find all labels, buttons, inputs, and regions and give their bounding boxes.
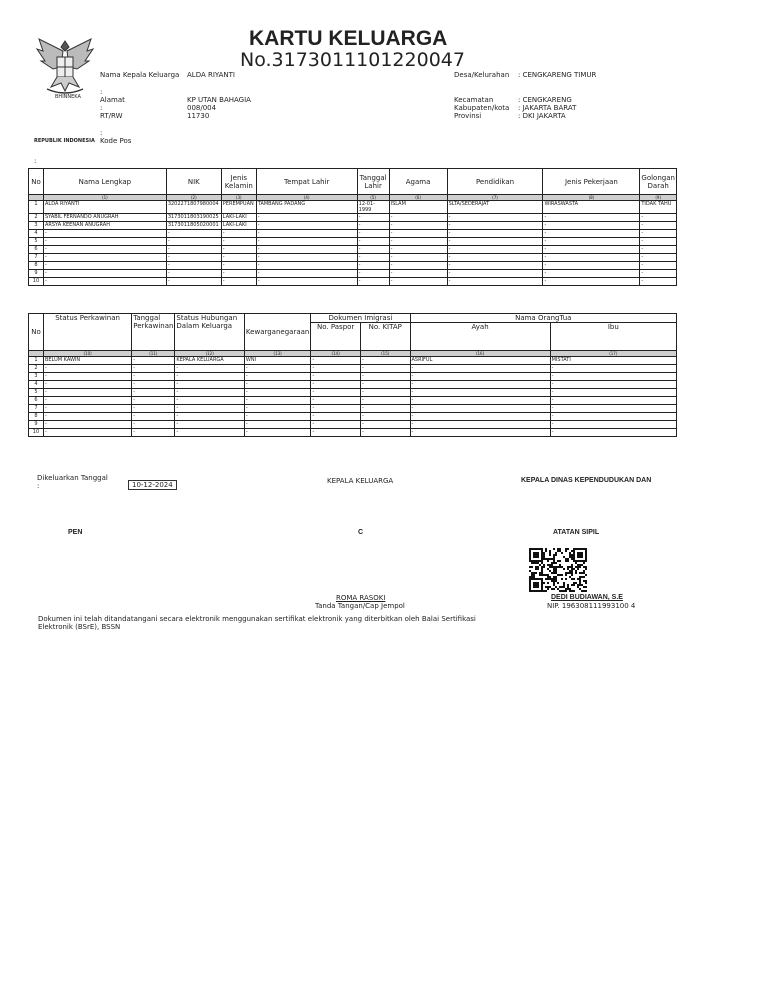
member-cell: -	[640, 270, 677, 278]
member-cell: 10	[29, 278, 44, 286]
status-cell: -	[175, 381, 245, 389]
status-cell: -	[410, 373, 550, 381]
member-cell: -	[640, 214, 677, 222]
colon-3: :	[100, 129, 103, 137]
member-cell: -	[389, 214, 447, 222]
status-cell: -	[244, 373, 310, 381]
member-cell: 2	[29, 214, 44, 222]
status-cell: -	[360, 365, 410, 373]
status-cell: KEPALA KELUARGA	[175, 357, 245, 365]
status-cell: -	[550, 413, 676, 421]
member-row	[29, 254, 677, 262]
status-cell: -	[244, 381, 310, 389]
member-cell: -	[543, 238, 640, 246]
status-row	[29, 357, 677, 365]
member-cell: -	[447, 230, 543, 238]
th-nik: NIK	[166, 169, 221, 195]
status-cell: -	[43, 421, 131, 429]
th2-dokumen-imigrasi: Dokumen Imigrasi	[311, 314, 410, 323]
status-row	[29, 389, 677, 397]
member-cell: -	[543, 214, 640, 222]
member-cell: -	[447, 270, 543, 278]
member-cell: -	[43, 270, 166, 278]
colnum-17: (17)	[550, 351, 676, 357]
member-cell: -	[447, 278, 543, 286]
member-cell: -	[256, 270, 357, 278]
desa-value: : CENGKARENG TIMUR	[518, 71, 597, 79]
status-cell: -	[244, 389, 310, 397]
status-cell: -	[43, 381, 131, 389]
member-row	[29, 278, 677, 286]
alamat-label: Alamat	[100, 96, 125, 104]
colnum-11: (11)	[132, 351, 175, 357]
status-cell: MISTATI	[550, 357, 676, 365]
member-cell: -	[357, 230, 389, 238]
member-cell: -	[640, 238, 677, 246]
member-cell: -	[543, 246, 640, 254]
status-cell: -	[132, 413, 175, 421]
member-row	[29, 230, 677, 238]
member-cell: LAKI-LAKI	[221, 222, 256, 230]
colon-1: :	[100, 88, 103, 96]
c-text: C	[358, 529, 364, 536]
status-cell: -	[175, 429, 245, 437]
status-cell: -	[244, 405, 310, 413]
status-cell: -	[410, 397, 550, 405]
status-cell: -	[360, 413, 410, 421]
member-cell: SYABIL FERNANDO ANUGRAH	[43, 214, 166, 222]
member-cell: -	[447, 222, 543, 230]
member-cell: -	[221, 230, 256, 238]
status-cell: -	[311, 421, 361, 429]
member-cell: 12-01-1999	[357, 201, 389, 214]
member-cell: -	[166, 278, 221, 286]
colnum-12: (12)	[175, 351, 245, 357]
kepala-keluarga-heading: KEPALA KELUARGA	[327, 477, 394, 485]
member-cell: TIDAK TAHU	[640, 201, 677, 214]
member-cell: -	[447, 246, 543, 254]
th2-kitap: No. KITAP	[360, 323, 410, 351]
status-row	[29, 405, 677, 413]
colnum-3: (3)	[221, 195, 256, 201]
status-cell: -	[132, 381, 175, 389]
member-cell: -	[166, 270, 221, 278]
member-cell: -	[256, 246, 357, 254]
member-cell: -	[640, 278, 677, 286]
th2-nama-orangtua: Nama OrangTua	[410, 314, 676, 323]
status-cell: -	[410, 405, 550, 413]
member-cell: -	[166, 254, 221, 262]
kabupaten-label: Kabupaten/kota	[454, 104, 510, 112]
member-cell: -	[543, 270, 640, 278]
signer-right-nip: NIP. 196308111993100 4	[547, 602, 636, 610]
e-signature-note: Dokumen ini telah ditandatangani secara elektronik menggunakan sertifikat elektronik yang diterbitkan oleh Balai Sertifikasi Elektronik (BSrE), BSSN	[38, 615, 476, 631]
colon-4: :	[34, 157, 37, 165]
status-cell: 9	[29, 421, 44, 429]
status-cell: -	[550, 405, 676, 413]
member-cell: -	[221, 238, 256, 246]
status-row	[29, 373, 677, 381]
colnum-5: (5)	[357, 195, 389, 201]
status-cell: -	[43, 373, 131, 381]
rtrw-label: RT/RW	[100, 112, 123, 120]
kk-number: No.3173011101220047	[240, 49, 465, 71]
kecamatan-label: Kecamatan	[454, 96, 494, 104]
kepala-dinas-heading: KEPALA DINAS KEPENDUDUKAN DAN	[521, 477, 652, 484]
status-cell: -	[410, 365, 550, 373]
status-cell: -	[550, 429, 676, 437]
member-cell: -	[43, 230, 166, 238]
member-cell: -	[256, 278, 357, 286]
status-cell: -	[43, 365, 131, 373]
rtrw-value: 008/004	[187, 104, 217, 112]
member-cell: -	[256, 238, 357, 246]
th2-paspor: No. Paspor	[311, 323, 361, 351]
member-cell: -	[166, 238, 221, 246]
status-cell: -	[410, 413, 550, 421]
status-cell: -	[175, 421, 245, 429]
member-cell: -	[447, 238, 543, 246]
member-cell: -	[389, 254, 447, 262]
colnum-9: (9)	[640, 195, 677, 201]
member-cell: -	[640, 222, 677, 230]
status-cell: -	[175, 373, 245, 381]
status-cell: -	[132, 365, 175, 373]
status-cell: -	[43, 429, 131, 437]
member-cell: -	[357, 222, 389, 230]
document-title: KARTU KELUARGA	[249, 27, 448, 50]
status-cell: 7	[29, 405, 44, 413]
member-cell: -	[256, 262, 357, 270]
status-cell: -	[244, 365, 310, 373]
member-row	[29, 262, 677, 270]
member-cell: -	[221, 246, 256, 254]
status-cell: -	[311, 405, 361, 413]
colnum-14: (14)	[311, 351, 361, 357]
status-cell: -	[311, 413, 361, 421]
member-cell: ALDA RIYANTI	[43, 201, 166, 214]
status-cell: -	[311, 389, 361, 397]
member-cell: -	[221, 254, 256, 262]
member-cell: -	[166, 262, 221, 270]
member-cell: -	[640, 262, 677, 270]
th2-status-kawin: Status Perkawinan	[43, 314, 131, 351]
status-cell: -	[360, 397, 410, 405]
status-cell: 10	[29, 429, 44, 437]
status-cell: 8	[29, 413, 44, 421]
member-cell: 7	[29, 254, 44, 262]
status-cell: -	[132, 389, 175, 397]
member-cell: -	[640, 230, 677, 238]
status-cell: 6	[29, 397, 44, 405]
signer-right-name: DEDI BUDIAWAN, S.E	[551, 594, 623, 601]
status-cell: -	[311, 397, 361, 405]
member-cell: -	[256, 214, 357, 222]
member-cell: -	[357, 238, 389, 246]
th-pekerjaan: Jenis Pekerjaan	[543, 169, 640, 195]
status-cell: 2	[29, 365, 44, 373]
th-agama: Agama	[389, 169, 447, 195]
member-cell: -	[256, 230, 357, 238]
status-cell: -	[244, 397, 310, 405]
colnum-4: (4)	[256, 195, 357, 201]
member-cell: -	[43, 278, 166, 286]
member-row	[29, 246, 677, 254]
member-cell: -	[43, 262, 166, 270]
member-cell: -	[221, 262, 256, 270]
th-no: No	[29, 169, 44, 195]
status-cell: -	[360, 357, 410, 365]
member-cell: ARSYA KEENAN ANUGRAH	[43, 222, 166, 230]
status-cell: -	[311, 357, 361, 365]
member-cell: -	[447, 254, 543, 262]
desa-label: Desa/Kelurahan	[454, 71, 510, 79]
family-members-table	[28, 168, 677, 286]
member-cell: -	[357, 278, 389, 286]
status-cell: -	[132, 405, 175, 413]
status-cell: -	[550, 381, 676, 389]
status-cell: 1	[29, 357, 44, 365]
member-cell: -	[543, 262, 640, 270]
status-cell: -	[311, 373, 361, 381]
member-cell: -	[389, 230, 447, 238]
status-cell: -	[410, 389, 550, 397]
member-row	[29, 270, 677, 278]
kepala-label: Nama Kepala Keluarga	[100, 71, 180, 79]
member-cell: -	[256, 222, 357, 230]
member-cell: -	[389, 262, 447, 270]
provinsi-label: Provinsi	[454, 112, 482, 120]
member-cell: -	[389, 270, 447, 278]
member-row	[29, 201, 677, 214]
provinsi-value: : DKI JAKARTA	[518, 112, 566, 120]
status-cell: -	[360, 373, 410, 381]
status-cell: -	[410, 429, 550, 437]
status-cell: -	[175, 389, 245, 397]
status-cell: -	[550, 373, 676, 381]
member-row	[29, 214, 677, 222]
status-cell: -	[132, 429, 175, 437]
th2-hubungan: Status Hubungan Dalam Keluarga	[175, 314, 245, 351]
member-cell: -	[389, 278, 447, 286]
th2-kewarganegaraan: Kewarganegaraan	[244, 314, 310, 351]
member-cell: -	[221, 278, 256, 286]
member-cell: 4	[29, 230, 44, 238]
status-cell: -	[360, 381, 410, 389]
status-cell: -	[132, 357, 175, 365]
member-cell: SLTA/SEDERAJAT	[447, 201, 543, 214]
member-cell: -	[166, 246, 221, 254]
status-row	[29, 365, 677, 373]
status-cell: -	[410, 421, 550, 429]
member-cell: 3202271807980004	[166, 201, 221, 214]
status-row	[29, 397, 677, 405]
garuda-emblem-icon	[33, 33, 97, 99]
status-row	[29, 413, 677, 421]
status-cell: -	[244, 421, 310, 429]
member-cell: -	[389, 246, 447, 254]
status-cell: BELUM KAWIN	[43, 357, 131, 365]
status-cell: -	[311, 429, 361, 437]
status-cell: -	[132, 421, 175, 429]
member-cell: 3173011805020001	[166, 222, 221, 230]
member-cell: -	[447, 214, 543, 222]
kepala-value: ALDA RIYANTI	[187, 71, 235, 79]
kabupaten-value: : JAKARTA BARAT	[518, 104, 577, 112]
member-cell: -	[357, 262, 389, 270]
member-cell: -	[357, 270, 389, 278]
member-cell: 8	[29, 262, 44, 270]
colnum-8: (8)	[543, 195, 640, 201]
member-cell: -	[543, 254, 640, 262]
member-cell: -	[43, 246, 166, 254]
status-cell: -	[43, 389, 131, 397]
colon-2: :	[100, 104, 103, 112]
colnum-7: (7)	[447, 195, 543, 201]
th2-ayah: Ayah	[410, 323, 550, 351]
issued-date: 10-12-2024	[128, 480, 177, 490]
member-cell: -	[640, 246, 677, 254]
status-cell: -	[550, 365, 676, 373]
atatan-text: ATATAN SIPIL	[553, 529, 600, 536]
status-cell: -	[550, 397, 676, 405]
colnum-13: (13)	[244, 351, 310, 357]
colnum-6: (6)	[389, 195, 447, 201]
signer-left-name: ROMA RASOKI	[336, 594, 386, 602]
status-cell: -	[311, 381, 361, 389]
status-cell: -	[550, 421, 676, 429]
member-cell: LAKI-LAKI	[221, 214, 256, 222]
colnum-16: (16)	[410, 351, 550, 357]
status-cell: -	[311, 365, 361, 373]
kodepos-label: Kode Pos	[100, 137, 132, 145]
member-cell: 3173011803190025	[166, 214, 221, 222]
member-cell: 3	[29, 222, 44, 230]
member-cell: ISLAM	[389, 201, 447, 214]
member-cell: TAMBANG PADANG	[256, 201, 357, 214]
status-cell: -	[244, 429, 310, 437]
status-cell: -	[360, 389, 410, 397]
member-cell: -	[357, 246, 389, 254]
pen-text: PEN	[68, 529, 83, 536]
th-jenis-kelamin: Jenis Kelamin	[221, 169, 256, 195]
member-cell: -	[543, 222, 640, 230]
th-pendidikan: Pendidikan	[447, 169, 543, 195]
th2-tanggal-kawin: Tanggal Perkawinan	[132, 314, 175, 351]
status-cell: -	[175, 405, 245, 413]
member-cell: -	[389, 238, 447, 246]
member-cell: -	[640, 254, 677, 262]
emblem-motto: BHINNEKA	[55, 94, 81, 100]
member-cell: 9	[29, 270, 44, 278]
th-tempat-lahir: Tempat Lahir	[256, 169, 357, 195]
colnum-10: (10)	[43, 351, 131, 357]
status-row	[29, 421, 677, 429]
th2-ibu: Ibu	[550, 323, 676, 351]
member-cell: WIRASWASTA	[543, 201, 640, 214]
th-nama: Nama Lengkap	[43, 169, 166, 195]
member-cell: -	[43, 254, 166, 262]
member-cell: -	[256, 254, 357, 262]
status-cell: 3	[29, 373, 44, 381]
member-cell: -	[221, 270, 256, 278]
status-cell: -	[244, 413, 310, 421]
qr-code-icon	[529, 548, 587, 592]
status-cell: -	[175, 413, 245, 421]
status-cell: -	[410, 381, 550, 389]
member-cell: -	[389, 222, 447, 230]
th2-no: No	[29, 314, 44, 351]
th-tanggal-lahir: Tanggal Lahir	[357, 169, 389, 195]
issued-label: Dikeluarkan Tanggal	[37, 474, 108, 482]
status-cell: -	[132, 373, 175, 381]
member-row	[29, 222, 677, 230]
member-cell: -	[543, 230, 640, 238]
emblem-caption: REPUBLIK INDONESIA	[34, 138, 95, 144]
status-cell: -	[360, 429, 410, 437]
member-cell: 1	[29, 201, 44, 214]
status-row	[29, 429, 677, 437]
colnum-2: (2)	[166, 195, 221, 201]
member-cell: 5	[29, 238, 44, 246]
member-cell: -	[357, 214, 389, 222]
member-cell: -	[357, 254, 389, 262]
member-row	[29, 238, 677, 246]
status-cell: -	[132, 397, 175, 405]
status-cell: -	[43, 397, 131, 405]
member-cell: -	[43, 238, 166, 246]
civil-status-table	[28, 313, 677, 437]
status-row	[29, 381, 677, 389]
status-cell: -	[43, 405, 131, 413]
member-cell: -	[447, 262, 543, 270]
status-cell: -	[43, 413, 131, 421]
signer-left-caption: Tanda Tangan/Cap Jempol	[315, 602, 405, 610]
kodepos-value: 11730	[187, 112, 210, 120]
alamat-value: KP UTAN BAHAGIA	[187, 96, 251, 104]
member-cell: 6	[29, 246, 44, 254]
status-cell: WNI	[244, 357, 310, 365]
status-cell: 5	[29, 389, 44, 397]
status-cell: -	[360, 421, 410, 429]
th-golongan-darah: Golongan Darah	[640, 169, 677, 195]
member-cell: -	[166, 230, 221, 238]
status-cell: 4	[29, 381, 44, 389]
colnum-15: (15)	[360, 351, 410, 357]
status-cell: -	[550, 389, 676, 397]
status-cell: -	[175, 397, 245, 405]
status-cell: -	[360, 405, 410, 413]
member-cell: -	[543, 278, 640, 286]
kecamatan-value: : CENGKARENG	[518, 96, 572, 104]
member-cell: PEREMPUAN	[221, 201, 256, 214]
colnum-1: (1)	[43, 195, 166, 201]
issued-colon: :	[37, 482, 40, 490]
status-cell: -	[175, 365, 245, 373]
status-cell: ASRIFUL	[410, 357, 550, 365]
